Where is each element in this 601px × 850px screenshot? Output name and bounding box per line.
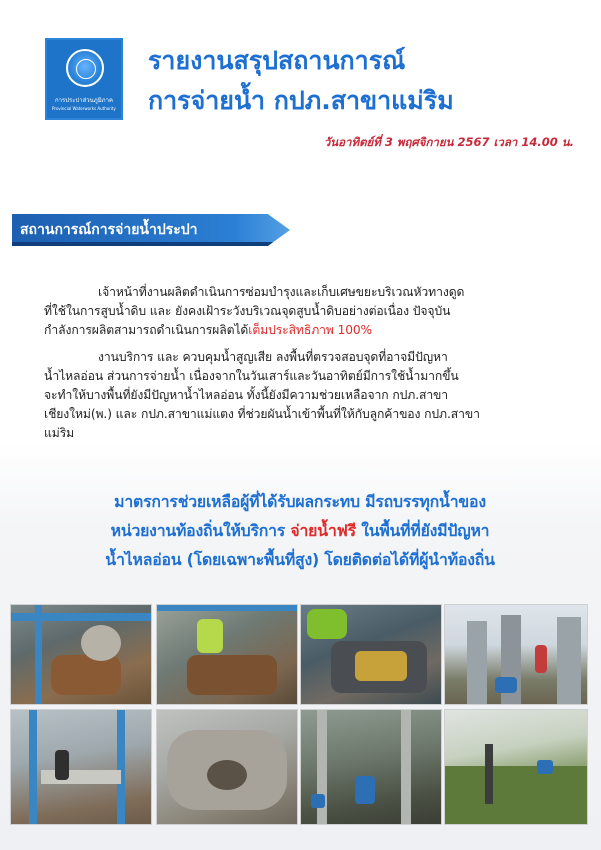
photo-pump-repair-3 <box>300 604 442 705</box>
measures-text: หน่วยงานท้องถิ่นให้บริการ <box>110 521 291 540</box>
photo-leak-check <box>444 709 588 825</box>
pwa-seal-icon <box>66 49 104 87</box>
pwa-logo <box>45 38 123 120</box>
paragraph-line: แม่ริม <box>44 426 75 440</box>
paragraph-line: เจ้าหน้าที่งานผลิตดำเนินการซ่อมบำรุงและเก็บเศษขยะบริเวณหัวทางดูด <box>98 285 465 299</box>
report-title: รายงานสรุปสถานการณ์ <box>148 46 406 75</box>
paragraph-service <box>44 348 572 443</box>
photo-valve-inspection <box>300 709 442 825</box>
report-subtitle: การจ่ายน้ำ กปภ.สาขาแม่ริม <box>148 86 454 115</box>
paragraph-line: เชียงใหม่(พ.) และ กปภ.สาขาแม่แตง ที่ช่วยผันน้ำเข้าพื้นที่ให้กับลูกค้าของ กปภ.สาขา <box>44 407 480 421</box>
free-water-highlight: จ่ายน้ำฟรี <box>290 521 356 540</box>
measures-line: น้ำไหลอ่อน (โดยเฉพาะพื้นที่สูง) โดยติดต่อได้ที่ผู้นำท้องถิ่น <box>105 550 495 569</box>
paragraph-line: น้ำไหลอ่อน ส่วนการจ่ายน้ำ เนื่องจากในวันเสาร์และวันอาทิตย์มีการใช้น้ำมากขึ้น <box>44 369 459 383</box>
measures-text: ในพื้นที่ที่ยังมีปัญหา <box>355 521 490 540</box>
photo-pump-station <box>10 709 152 825</box>
paragraph-line: ที่ใช้ในการสูบน้ำดิบ และ ยังคงเฝ้าระวังบริเวณจุดสูบน้ำดิบอย่างต่อเนื่อง ปัจจุบัน <box>44 304 451 318</box>
section-title: สถานการณ์การจ่ายน้ำประปา <box>20 222 198 238</box>
measures-line <box>20 516 580 545</box>
logo-org-name-en: Provincial Waterworks Authority <box>52 106 116 111</box>
photo-debris-cleaning <box>156 709 298 825</box>
photo-pump-repair-1 <box>10 604 152 705</box>
measures-line: มาตรการช่วยเหลือผู้ที่ได้รับผลกระทบ มีรถบรรทุกน้ำของ <box>114 492 486 511</box>
paragraph-line <box>44 321 572 340</box>
paragraph-production <box>44 283 572 340</box>
relief-measures <box>20 487 580 574</box>
paragraph-line: งานบริการ และ ควบคุมน้ำสูญเสีย ลงพื้นที่ตรวจสอบจุดที่อาจมีปัญหา <box>98 350 448 364</box>
logo-org-name-th: การประปาส่วนภูมิภาค <box>54 97 114 104</box>
paragraph-line: จะทำให้บางพื้นที่ยังมีปัญหาน้ำไหลอ่อน ทั้งนี้ยังมีความช่วยเหลือจาก กปภ.สาขา <box>44 388 449 402</box>
report-date: วันอาทิตย์ที่ 3 พฤศจิกายน 2567 เวลา 14.00 น. <box>323 135 574 149</box>
efficiency-highlight: เต็มประสิทธิภาพ 100% <box>248 323 373 337</box>
photo-pump-repair-2 <box>156 604 298 705</box>
photo-intake-pipes <box>444 604 588 705</box>
paragraph-text: กำลังการผลิตสามารถดำเนินการผลิตได้ <box>44 323 249 337</box>
